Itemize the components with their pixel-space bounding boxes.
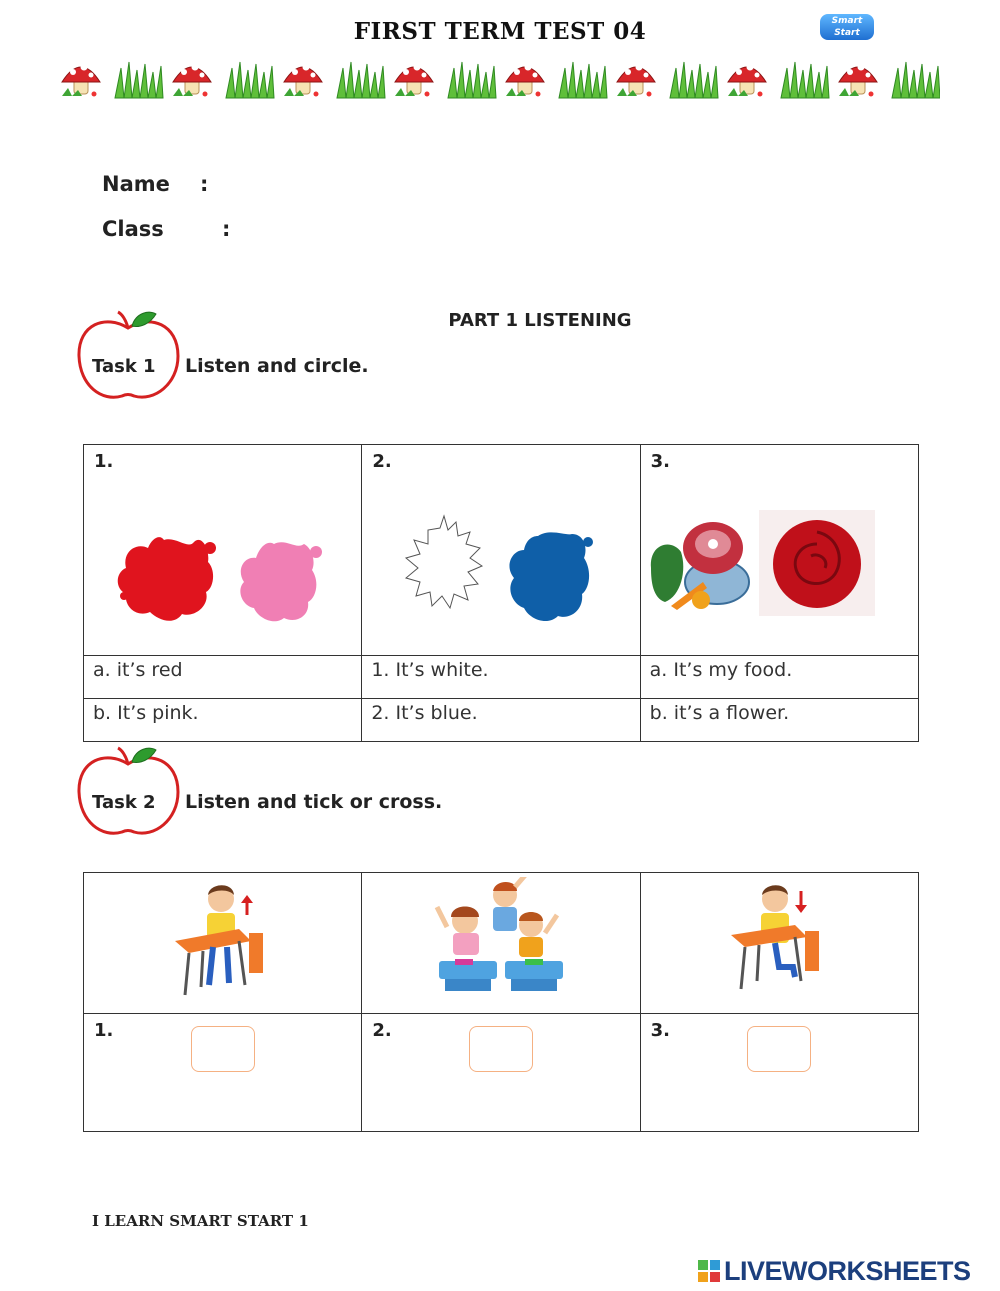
grass-icon	[115, 62, 163, 98]
task2-picture-cell-2	[362, 873, 640, 1014]
mushroom-icon	[839, 64, 877, 97]
task1-table	[83, 444, 919, 742]
task1-label: Task 1	[92, 356, 156, 377]
mushroom-icon	[395, 64, 433, 97]
mushroom-icon	[617, 64, 655, 97]
liveworksheets-logo	[698, 1254, 971, 1288]
task2-label: Task 2	[92, 792, 156, 813]
task2-answer-cell-1	[84, 1014, 362, 1132]
task2-answer-cell-2	[362, 1014, 640, 1132]
red-paint-drop-icon	[204, 542, 216, 554]
task1-cell-3	[640, 445, 918, 656]
class-colon: :	[222, 217, 231, 241]
tick-cross-box[interactable]	[191, 1026, 255, 1072]
task1-option-a-1[interactable]: a. it’s red	[84, 656, 362, 699]
task1-pictures-1	[84, 478, 360, 638]
red-paint-splat-icon	[118, 537, 213, 621]
task1-number-2: 2.	[372, 451, 392, 472]
logo-line-1: Smart	[831, 16, 863, 26]
task1-option-b-1[interactable]: b. It’s pink.	[84, 699, 362, 742]
series-footer: I LEARN SMART START 1	[92, 1212, 309, 1230]
smart-start-logo	[820, 14, 874, 40]
task1-pictures-3	[641, 478, 917, 638]
tick-cross-box[interactable]	[469, 1026, 533, 1072]
white-paint-splat-icon	[406, 516, 482, 608]
mushroom-icon	[284, 64, 322, 97]
mushroom-icon	[728, 64, 766, 97]
grass-icon	[226, 62, 274, 98]
grass-icon	[892, 62, 940, 98]
liveworksheets-blocks-icon	[698, 1260, 720, 1282]
task1-instruction: Listen and circle.	[185, 355, 369, 377]
boy-sitting-down-icon	[719, 877, 839, 1007]
task2-number-1: 1.	[94, 1020, 114, 1041]
task1-option-a-3[interactable]: a. It’s my food.	[640, 656, 918, 699]
task1-number-3: 3.	[650, 451, 671, 472]
task2-number-3: 3.	[650, 1020, 671, 1041]
grass-icon	[781, 62, 829, 98]
part-heading: PART 1 LISTENING	[448, 310, 632, 331]
children-raising-hands-icon	[431, 877, 571, 1007]
pink-paint-splat-icon	[240, 542, 316, 621]
grass-icon	[559, 62, 607, 98]
boy-standing-up-icon	[163, 877, 283, 1007]
task1-pictures-2	[362, 478, 638, 638]
pink-paint-drop-icon	[310, 546, 322, 558]
name-label: Name	[102, 172, 170, 196]
name-colon: :	[200, 172, 209, 196]
task2-number-2: 2.	[372, 1020, 392, 1041]
task2-picture-cell-3	[640, 873, 918, 1014]
blue-paint-drop-icon	[583, 537, 593, 547]
blue-paint-splat-icon	[510, 532, 590, 621]
page-title: FIRST TERM TEST 04	[353, 18, 647, 45]
class-input[interactable]	[242, 213, 720, 243]
tick-cross-box[interactable]	[747, 1026, 811, 1072]
name-input[interactable]	[220, 168, 720, 198]
task1-cell-1	[84, 445, 362, 656]
task1-cell-2	[362, 445, 640, 656]
class-label: Class	[102, 217, 164, 241]
decorative-border	[60, 56, 940, 100]
task1-option-b-2[interactable]: 2. It’s blue.	[362, 699, 640, 742]
rose-flower-icon	[759, 510, 875, 616]
task1-number-1: 1.	[94, 451, 114, 472]
task2-instruction: Listen and tick or cross.	[185, 791, 443, 813]
task2-picture-cell-1	[84, 873, 362, 1014]
liveworksheets-brand: LIVEWORKSHEETS	[724, 1255, 971, 1286]
logo-line-2: Start	[834, 28, 860, 38]
task2-answer-cell-3	[640, 1014, 918, 1132]
task2-table	[83, 872, 919, 1132]
task1-option-a-2[interactable]: 1. It’s white.	[362, 656, 640, 699]
grass-icon	[448, 62, 496, 98]
task1-option-b-3[interactable]: b. it’s a flower.	[640, 699, 918, 742]
mushroom-icon	[62, 64, 100, 97]
grass-icon	[337, 62, 385, 98]
food-icon	[651, 522, 749, 610]
mushroom-icon	[506, 64, 544, 97]
mushroom-icon	[173, 64, 211, 97]
grass-icon	[670, 62, 718, 98]
